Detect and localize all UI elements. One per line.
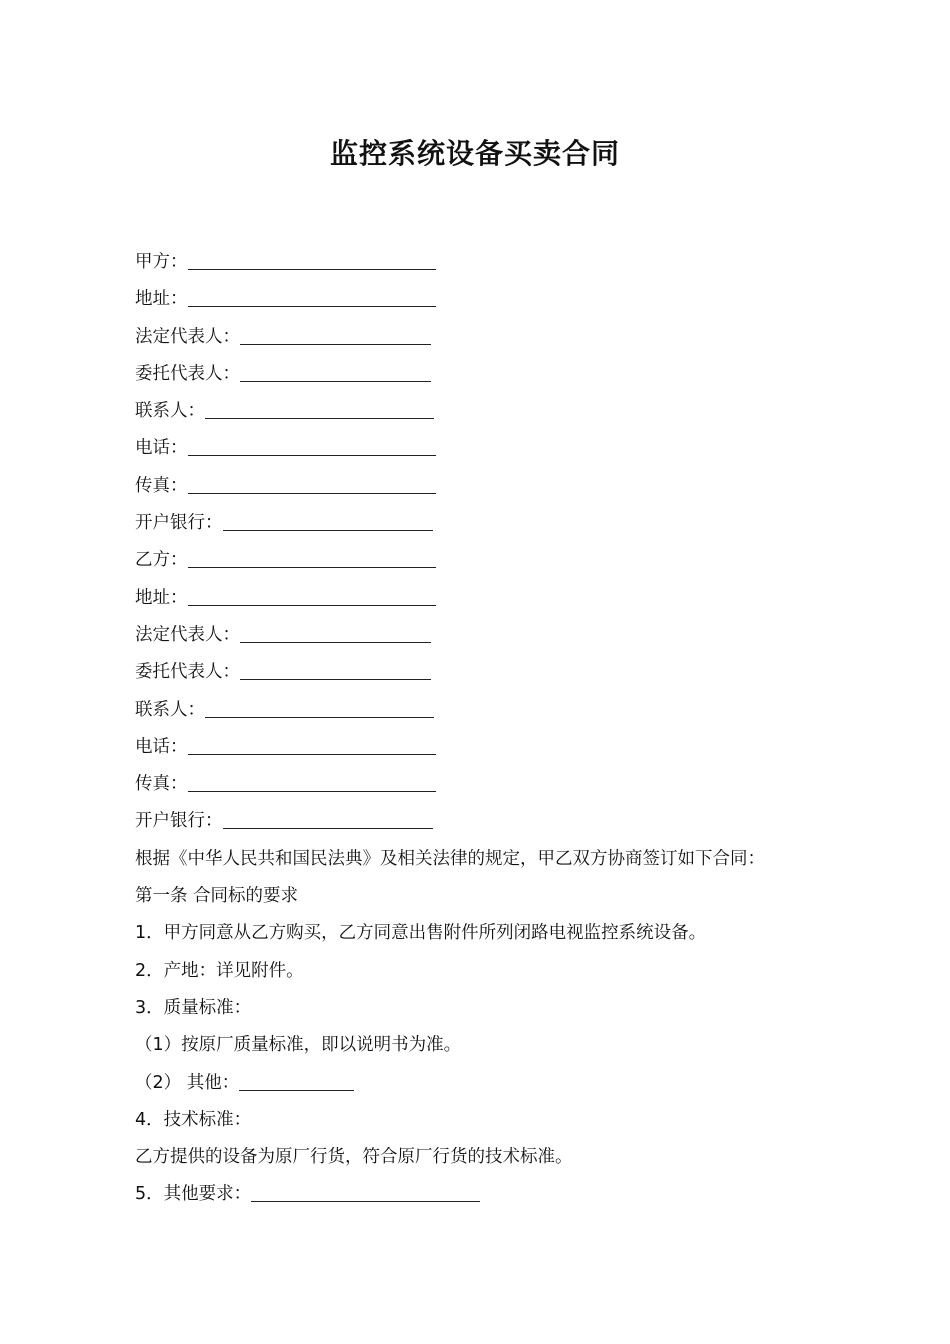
clause-3-2-label: （2） 其他：: [135, 1072, 240, 1093]
party-b-agent-label: 委托代表人：: [135, 662, 240, 683]
party-a-agent-blank[interactable]: [240, 365, 431, 382]
clause-3: 3．质量标准：: [135, 997, 252, 1018]
party-a-name-blank[interactable]: [188, 253, 436, 270]
party-a-legal-rep-line: [135, 319, 855, 356]
preamble-paragraph: 根据《中华人民共和国民法典》及相关法律的规定，甲乙双方协商签订如下合同：: [135, 848, 765, 869]
party-b-address-label: 地址：: [135, 587, 188, 608]
party-b-phone-line: [135, 729, 855, 766]
party-a-legal-rep-blank[interactable]: [240, 328, 431, 345]
article-1-title: 第一条 合同标的要求: [135, 886, 299, 907]
clause-3-1: （1）按原厂质量标准，即以说明书为准。: [135, 1035, 462, 1056]
party-a-address-blank[interactable]: [188, 290, 436, 307]
party-b-name-label: 乙方：: [135, 550, 188, 571]
party-b-agent-blank[interactable]: [240, 663, 431, 680]
party-b-contact-blank[interactable]: [205, 701, 434, 718]
party-a-contact-blank[interactable]: [205, 402, 434, 419]
party-b-legal-rep-line: [135, 617, 855, 654]
clause-1: 1．甲方同意从乙方购买，乙方同意出售附件所列闭路电视监控系统设备。: [135, 923, 707, 944]
party-a-agent-label: 委托代表人：: [135, 363, 240, 384]
party-b-fax-blank[interactable]: [188, 775, 436, 792]
party-b-name-blank[interactable]: [188, 551, 436, 568]
party-a-address-label: 地址：: [135, 289, 188, 310]
clause-5-label: 5．其他要求：: [135, 1184, 252, 1205]
party-b-agent-line: [135, 654, 855, 691]
party-a-bank-blank[interactable]: [223, 514, 433, 531]
party-b-legal-rep-label: 法定代表人：: [135, 624, 240, 645]
party-a-phone-blank[interactable]: [188, 439, 436, 456]
party-b-phone-label: 电话：: [135, 736, 188, 757]
party-b-phone-blank[interactable]: [188, 738, 436, 755]
party-b-bank-label: 开户银行：: [135, 811, 223, 832]
party-b-address-blank[interactable]: [188, 589, 436, 606]
party-b-name-line: [135, 542, 855, 579]
party-b-fax-label: 传真：: [135, 774, 188, 795]
document-title: 监控系统设备买卖合同: [329, 137, 620, 170]
clause-3-2-line: [135, 1065, 855, 1102]
party-a-contact-label: 联系人：: [135, 401, 205, 422]
party-b-bank-line: [135, 803, 855, 840]
party-a-agent-line: [135, 356, 855, 393]
contract-body: [135, 244, 855, 1214]
party-b-bank-blank[interactable]: [223, 812, 433, 829]
party-b-address-line: [135, 580, 855, 617]
clause-2: 2．产地：详见附件。: [135, 960, 304, 981]
clause-5-line: [135, 1176, 855, 1213]
party-b-contact-label: 联系人：: [135, 699, 205, 720]
party-a-bank-line: [135, 505, 855, 542]
party-a-bank-label: 开户银行：: [135, 513, 223, 534]
party-a-legal-rep-label: 法定代表人：: [135, 326, 240, 347]
clause-5-blank[interactable]: [251, 1185, 480, 1202]
party-a-phone-label: 电话：: [135, 438, 188, 459]
clause-3-2-blank[interactable]: [239, 1074, 354, 1091]
party-a-name-line: [135, 244, 855, 281]
clause-4-text: 乙方提供的设备为原厂行货，符合原厂行货的技术标准。: [135, 1147, 573, 1168]
clause-4: 4．技术标准：: [135, 1109, 252, 1130]
party-b-legal-rep-blank[interactable]: [240, 626, 431, 643]
party-a-fax-line: [135, 468, 855, 505]
party-a-fax-label: 传真：: [135, 475, 188, 496]
party-b-contact-line: [135, 692, 855, 729]
party-a-address-line: [135, 281, 855, 318]
party-a-contact-line: [135, 393, 855, 430]
party-a-name-label: 甲方：: [135, 252, 188, 272]
party-a-fax-blank[interactable]: [188, 477, 436, 494]
party-a-phone-line: [135, 430, 855, 467]
party-b-fax-line: [135, 766, 855, 803]
